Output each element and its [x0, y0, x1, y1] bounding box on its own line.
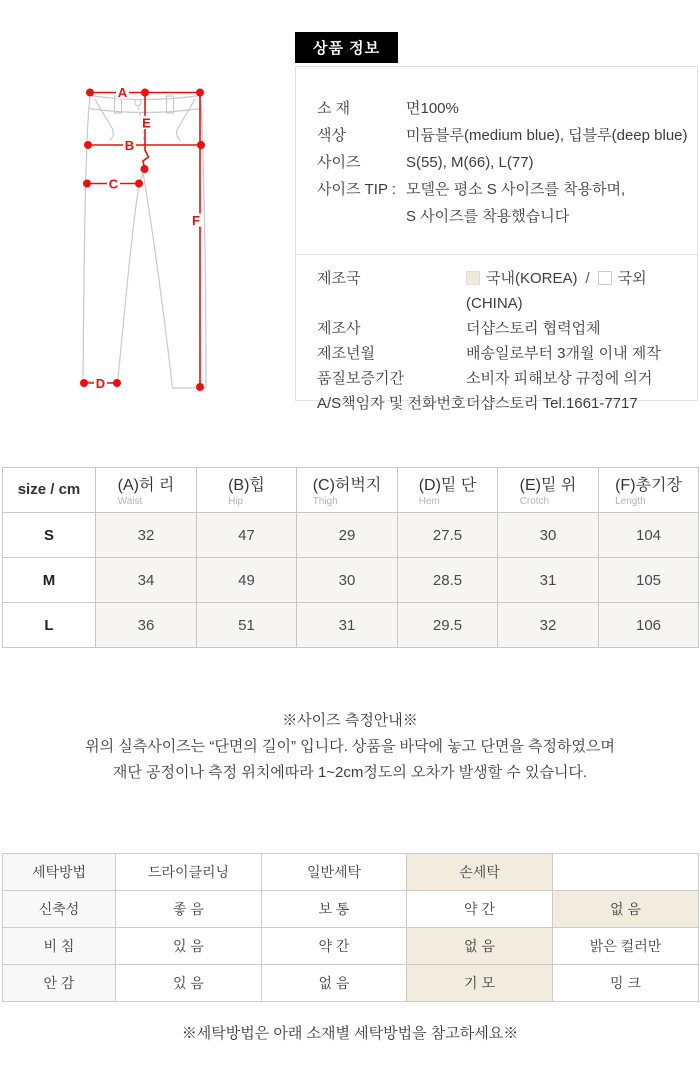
size-value-cell: 31 — [297, 603, 398, 648]
label-E: E — [142, 115, 151, 131]
size-name-cell: S — [3, 513, 96, 558]
size-name-cell: M — [3, 558, 96, 603]
date-value: 배송일로부터 3개월 이내 제작 — [466, 345, 661, 362]
wash-cell-highlighted: 기 모 — [407, 965, 553, 1002]
maker-label: 제조사 — [317, 320, 361, 337]
size-row-s — [3, 513, 699, 558]
col-waist-ko: (A)허 리 — [117, 476, 175, 494]
wash-cell: 없 음 — [262, 965, 407, 1002]
wash-cell-highlighted: 손세탁 — [407, 854, 553, 891]
wash-cell-highlighted: 없 음 — [407, 928, 553, 965]
col-thigh-en: Thigh — [312, 495, 338, 507]
color-value: 미듐블루(medium blue), 딥블루(deep blue) — [406, 127, 688, 144]
size-value-cell: 29 — [297, 513, 398, 558]
size-value-cell: 32 — [96, 513, 197, 558]
col-hem-ko: (D)밑 단 — [418, 476, 477, 494]
wash-row-stretch — [3, 891, 699, 928]
size-value-cell: 104 — [599, 513, 699, 558]
section-title-badge: 상품 정보 — [295, 32, 398, 63]
size-table — [2, 467, 699, 648]
manufacture-section — [296, 254, 697, 416]
label-C: C — [108, 176, 119, 192]
maker-value: 더샵스토리 협력업체 — [466, 320, 601, 337]
notice-line-2: 위의 실측사이즈는 “단면의 길이” 입니다. 상품을 바닥에 놓고 단면을 측정하였으며 — [85, 738, 615, 755]
col-crotch-en: Crotch — [519, 495, 550, 507]
col-hip-en: Hip — [228, 495, 244, 507]
country-label: 제조국 — [317, 270, 361, 287]
wash-cell — [553, 854, 699, 891]
size-row-m — [3, 558, 699, 603]
product-spec-section — [296, 67, 697, 254]
wash-row-method — [3, 854, 699, 891]
pants-measurement-diagram — [76, 84, 212, 396]
warranty-value: 소비자 피해보상 규정에 의거 — [466, 370, 653, 387]
col-hem-en: Hem — [418, 495, 440, 507]
country-separator: / — [585, 270, 590, 287]
wash-row-sheer — [3, 928, 699, 965]
country-korea-text: 국내(KOREA) — [486, 270, 578, 287]
right-pocket-line — [177, 99, 195, 141]
size-value-cell: 34 — [96, 558, 197, 603]
col-waist-en: Waist — [117, 495, 143, 507]
size-value-cell: 49 — [197, 558, 297, 603]
size-value-cell: 36 — [96, 603, 197, 648]
country-value — [466, 266, 697, 316]
notice-line-1: ※사이즈 측정안내※ — [282, 712, 418, 729]
material-label: 소 재 — [317, 100, 351, 117]
wash-cell: 좋 음 — [116, 891, 262, 928]
as-contact-value: 더샵스토리 Tel.1661-7717 — [466, 395, 638, 412]
color-label: 색상 — [317, 127, 346, 144]
country-china-text: 국외(CHINA) — [466, 270, 647, 312]
wash-cell: 일반세탁 — [262, 854, 407, 891]
korea-checkbox-icon — [466, 271, 480, 285]
wash-cell: 드라이클리닝 — [116, 854, 262, 891]
size-value-cell: 106 — [599, 603, 699, 648]
label-A: A — [117, 85, 128, 100]
left-pocket-line — [95, 99, 113, 141]
wash-cell: 약 간 — [407, 891, 553, 928]
wash-cell-highlighted: 없 음 — [553, 891, 699, 928]
wash-table — [2, 853, 699, 1002]
col-length-ko: (F)총기장 — [615, 476, 682, 494]
product-info-box — [295, 66, 698, 412]
size-label: 사이즈 — [317, 154, 361, 171]
wash-cell: 보 통 — [262, 891, 407, 928]
size-value-cell: 31 — [498, 558, 599, 603]
col-crotch-ko: (E)밑 위 — [519, 476, 577, 494]
size-row-l — [3, 603, 699, 648]
size-measure-notice — [0, 708, 700, 786]
date-label: 제조년월 — [317, 345, 375, 362]
wash-cell: 약 간 — [262, 928, 407, 965]
material-value: 면100% — [406, 100, 459, 117]
size-name-cell: L — [3, 603, 96, 648]
col-thigh-ko: (C)허벅지 — [312, 476, 382, 494]
col-length-en: Length — [615, 495, 646, 507]
label-D: D — [95, 376, 106, 391]
wash-cell: 있 음 — [116, 965, 262, 1002]
size-value-cell: 47 — [197, 513, 297, 558]
wash-cell: 있 음 — [116, 928, 262, 965]
size-value-cell: 27.5 — [398, 513, 498, 558]
size-tip-line2: S 사이즈를 착용했습니다 — [406, 208, 570, 225]
size-table-header-row — [3, 468, 699, 513]
wash-row-label: 안 감 — [3, 965, 116, 1002]
size-value-cell: 32 — [498, 603, 599, 648]
warranty-label: 품질보증기간 — [317, 370, 404, 387]
wash-row-label: 신축성 — [3, 891, 116, 928]
button-icon — [135, 99, 141, 105]
col-hip-ko: (B)힙 — [228, 476, 265, 494]
size-unit-header: size / cm — [17, 481, 81, 498]
wash-method-footnote: ※세탁방법은 아래 소재별 세탁방법을 참고하세요※ — [181, 1025, 519, 1042]
size-tip-line1: 모델은 평소 S 사이즈를 착용하며, — [406, 181, 626, 198]
size-value-cell: 28.5 — [398, 558, 498, 603]
notice-line-3: 재단 공정이나 측정 위치에따라 1~2cm정도의 오차가 발생할 수 있습니다. — [112, 764, 588, 781]
wash-cell: 밍 크 — [553, 965, 699, 1002]
as-contact-label: A/S책임자 및 전화번호 — [317, 395, 466, 412]
size-value: S(55), M(66), L(77) — [406, 154, 534, 171]
wash-row-lining — [3, 965, 699, 1002]
size-value-cell: 30 — [297, 558, 398, 603]
wash-row-label: 세탁방법 — [3, 854, 116, 891]
size-tip-label: 사이즈 TIP : — [317, 181, 397, 198]
china-checkbox-icon — [598, 271, 612, 285]
wash-cell: 밝은 컬러만 — [553, 928, 699, 965]
wash-row-label: 비 침 — [3, 928, 116, 965]
size-value-cell: 30 — [498, 513, 599, 558]
size-value-cell: 51 — [197, 603, 297, 648]
size-value-cell: 105 — [599, 558, 699, 603]
label-B: B — [124, 138, 135, 153]
size-value-cell: 29.5 — [398, 603, 498, 648]
label-F: F — [192, 213, 200, 228]
